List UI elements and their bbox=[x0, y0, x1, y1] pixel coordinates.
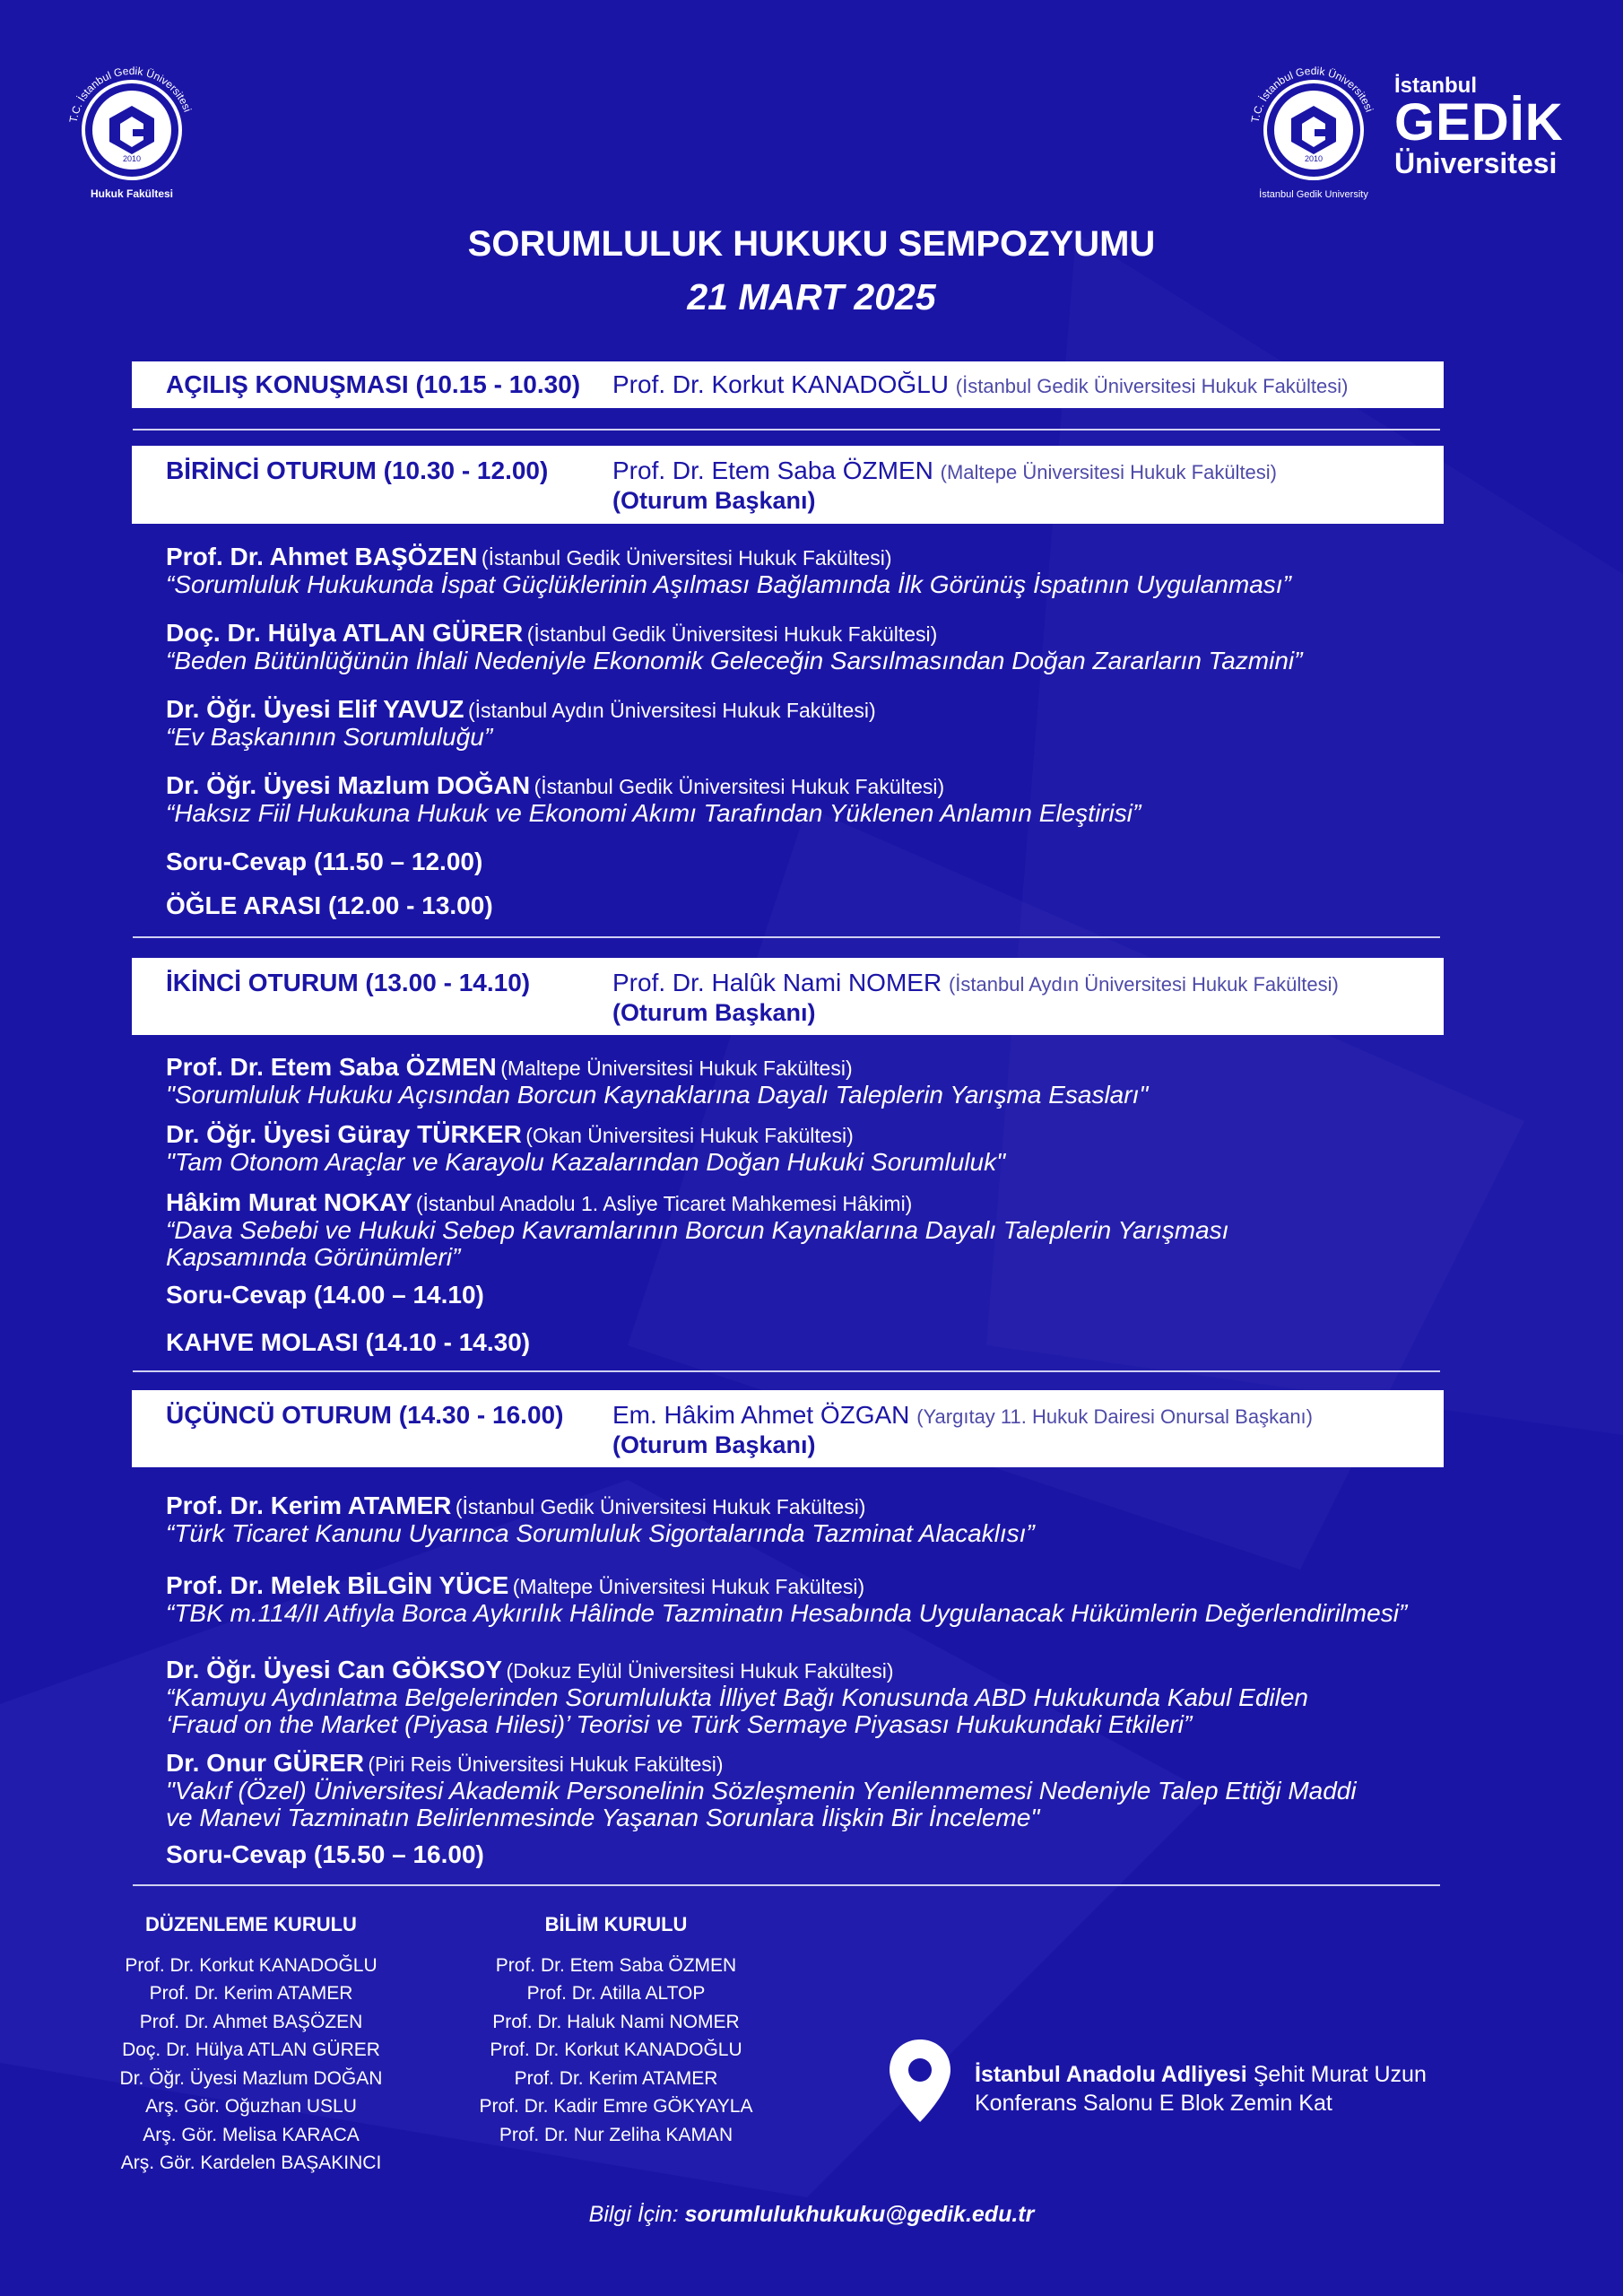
session2-chair bbox=[612, 969, 1339, 997]
logo-left-year: 2010 bbox=[122, 154, 142, 163]
talk-title: "Vakıf (Özel) Üniversitesi Akademik Personelinin Sözleşmenin Yenilenmemesi Nedeniyle Talep Ettiği Maddi bbox=[166, 1777, 1357, 1805]
session2-chair-affiliation: (İstanbul Aydın Üniversitesi Hukuk Fakültesi) bbox=[948, 973, 1339, 996]
session1-chair-name: Prof. Dr. Etem Saba ÖZMEN bbox=[612, 457, 933, 484]
lunch-break: ÖĞLE ARASI (12.00 - 13.00) bbox=[166, 891, 493, 919]
faculty-logo bbox=[56, 54, 208, 206]
event-title: SORUMLULUK HUKUKU SEMPOZYUMU bbox=[467, 224, 1156, 264]
divider bbox=[133, 1370, 1440, 1372]
talk-affiliation: (Maltepe Üniversitesi Hukuk Fakültesi) bbox=[500, 1057, 853, 1080]
talk-item bbox=[166, 695, 1565, 751]
event-date: 21 MART 2025 bbox=[687, 276, 936, 317]
talk-affiliation: (İstanbul Aydın Üniversitesi Hukuk Fakültesi) bbox=[467, 699, 876, 722]
brand-line3: Üniversitesi bbox=[1394, 147, 1558, 179]
opening-box bbox=[132, 361, 1444, 408]
svg-text:T.C. İstanbul Gedik Üniversite: T.C. İstanbul Gedik Üniversitesi bbox=[66, 64, 195, 124]
brand-wordmark bbox=[1394, 74, 1610, 180]
talk-title: “Beden Bütünlüğünün İhlali Nedeniyle Ekonomik Geleceğin Sarsılmasından Doğan Zararların Tazmini” bbox=[166, 647, 1303, 674]
session3-chair-name: Em. Hâkim Ahmet ÖZGAN bbox=[612, 1401, 910, 1429]
talk-title-continued: Kapsamında Görünümleri” bbox=[166, 1243, 461, 1271]
opening-speaker bbox=[612, 370, 1349, 399]
talk-speaker: Prof. Dr. Etem Saba ÖZMEN bbox=[166, 1053, 497, 1081]
talk-title: "Sorumluluk Hukuku Açısından Borcun Kaynaklarına Dayalı Taleplerin Yarışma Esasları" bbox=[166, 1081, 1149, 1109]
talk-affiliation: (Dokuz Eylül Üniversitesi Hukuk Fakültesi) bbox=[506, 1659, 894, 1683]
talk-speaker: Dr. Onur GÜRER bbox=[166, 1749, 364, 1777]
committee-member: Arş. Gör. Kardelen BAŞAKINCI bbox=[120, 2152, 382, 2173]
session1-label: BİRİNCİ OTURUM (10.30 - 12.00) bbox=[166, 457, 549, 484]
divider bbox=[133, 429, 1440, 430]
opening-label: AÇILIŞ KONUŞMASI (10.15 - 10.30) bbox=[166, 370, 581, 398]
talk-title: “Sorumluluk Hukukunda İspat Güçlüklerinin Aşılması Bağlamında İlk Görünüş İspatının Uygulanması” bbox=[166, 570, 1291, 598]
committee-member: Prof. Dr. Kadir Emre GÖKYAYLA bbox=[479, 2096, 753, 2117]
session1-chair-affiliation: (Maltepe Üniversitesi Hukuk Fakültesi) bbox=[940, 461, 1277, 483]
venue-address bbox=[975, 2060, 1427, 2118]
map-pin-icon bbox=[886, 2038, 954, 2124]
divider bbox=[133, 1884, 1440, 1886]
committee-member: Arş. Gör. Oğuzhan USLU bbox=[145, 2096, 357, 2117]
scientific-committee bbox=[464, 1910, 768, 2149]
svg-text:T.C. İstanbul Gedik Üniversite: T.C. İstanbul Gedik Üniversitesi bbox=[1248, 64, 1376, 124]
contact-email-link[interactable]: sorumlulukhukuku@gedik.edu.tr bbox=[684, 2202, 1035, 2227]
venue-name-rest: Şehit Murat Uzun bbox=[1253, 2062, 1427, 2087]
talk-item bbox=[166, 1749, 1565, 1831]
brand-line1: İstanbul bbox=[1394, 74, 1478, 98]
session1-box bbox=[132, 446, 1444, 524]
logo-right-caption: İstanbul Gedik University bbox=[1259, 189, 1368, 200]
talk-speaker: Prof. Dr. Melek BİLGİN YÜCE bbox=[166, 1571, 509, 1599]
session3-chair bbox=[612, 1401, 1313, 1430]
committee-member: Prof. Dr. Atilla ALTOP bbox=[526, 1983, 706, 2004]
talk-title: “Haksız Fiil Hukukuna Hukuk ve Ekonomi Akımı Tarafından Yüklenen Anlamın Eleştirisi” bbox=[166, 799, 1141, 827]
talk-affiliation: (Piri Reis Üniversitesi Hukuk Fakültesi) bbox=[368, 1752, 724, 1776]
committee-member: Prof. Dr. Haluk Nami NOMER bbox=[492, 2011, 740, 2032]
talk-item bbox=[166, 771, 1565, 827]
session1-qa: Soru-Cevap (11.50 – 12.00) bbox=[166, 848, 483, 875]
talk-speaker: Dr. Öğr. Üyesi Elif YAVUZ bbox=[166, 695, 464, 723]
contact-prefix: Bilgi İçin: bbox=[588, 2202, 679, 2227]
committee-member: Prof. Dr. Kerim ATAMER bbox=[514, 2067, 718, 2089]
organizing-committee bbox=[117, 1910, 386, 2178]
committee-member: Doç. Dr. Hülya ATLAN GÜRER bbox=[122, 2039, 380, 2060]
organizing-committee-heading: DÜZENLEME KURULU bbox=[145, 1913, 357, 1935]
committee-member: Prof. Dr. Etem Saba ÖZMEN bbox=[495, 1954, 737, 1976]
talk-title: “TBK m.114/II Atfıyla Borca Aykırılık Hâlinde Tazminatın Hesabında Uygulanacak Hükümlerin Değerlendirilmesi” bbox=[166, 1599, 1408, 1627]
committee-member: Dr. Öğr. Üyesi Mazlum DOĞAN bbox=[119, 2067, 383, 2089]
talk-affiliation: (Maltepe Üniversitesi Hukuk Fakültesi) bbox=[512, 1575, 865, 1598]
talk-affiliation: (İstanbul Gedik Üniversitesi Hukuk Fakültesi) bbox=[481, 546, 892, 570]
opening-speaker-affiliation: (İstanbul Gedik Üniversitesi Hukuk Fakültesi) bbox=[955, 375, 1349, 397]
session1-chair-role: (Oturum Başkanı) bbox=[612, 487, 816, 514]
scientific-committee-heading: BİLİM KURULU bbox=[544, 1913, 688, 1935]
committee-member: Arş. Gör. Melisa KARACA bbox=[143, 2124, 360, 2145]
session2-box bbox=[132, 958, 1444, 1035]
committee-member: Prof. Dr. Korkut KANADOĞLU bbox=[125, 1954, 378, 1976]
session2-qa: Soru-Cevap (14.00 – 14.10) bbox=[166, 1281, 484, 1309]
session1-chair bbox=[612, 457, 1277, 485]
session3-label: ÜÇÜNCÜ OTURUM (14.30 - 16.00) bbox=[166, 1401, 564, 1429]
session2-chair-role: (Oturum Başkanı) bbox=[612, 999, 816, 1026]
talk-speaker: Doç. Dr. Hülya ATLAN GÜRER bbox=[166, 619, 524, 647]
talk-item bbox=[166, 1053, 1565, 1109]
talk-affiliation: (İstanbul Gedik Üniversitesi Hukuk Fakültesi) bbox=[526, 622, 938, 646]
talk-title: "Tam Otonom Araçlar ve Karayolu Kazalarından Doğan Hukuki Sorumluluk" bbox=[166, 1148, 1006, 1176]
divider bbox=[133, 936, 1440, 938]
opening-speaker-name: Prof. Dr. Korkut KANADOĞLU bbox=[612, 370, 949, 398]
talk-speaker: Prof. Dr. Kerim ATAMER bbox=[166, 1492, 452, 1519]
talk-speaker: Prof. Dr. Ahmet BAŞÖZEN bbox=[166, 543, 478, 570]
talk-title: “Kamuyu Aydınlatma Belgelerinden Sorumlulukta İlliyet Bağı Konusunda ABD Hukukunda Kabul Edilen bbox=[166, 1683, 1308, 1711]
session3-chair-role: (Oturum Başkanı) bbox=[612, 1431, 816, 1458]
session2-label: İKİNCİ OTURUM (13.00 - 14.10) bbox=[166, 969, 531, 996]
talk-affiliation: (İstanbul Gedik Üniversitesi Hukuk Fakültesi) bbox=[534, 775, 945, 798]
session3-box bbox=[132, 1390, 1444, 1467]
session2-chair-name: Prof. Dr. Halûk Nami NOMER bbox=[612, 969, 942, 996]
talk-title: “Türk Ticaret Kanunu Uyarınca Sorumluluk Sigortalarında Tazminat Alacaklısı” bbox=[166, 1519, 1035, 1547]
contact-info bbox=[0, 2202, 1623, 2228]
talk-item bbox=[166, 1188, 1565, 1271]
logo-right-year: 2010 bbox=[1304, 154, 1324, 163]
talk-title-continued: ve Manevi Tazminatın Belirlenmesinde Yaşanan Sorunlara İlişkin Bir İnceleme" bbox=[166, 1804, 1040, 1831]
talk-item bbox=[166, 1571, 1565, 1627]
talk-speaker: Dr. Öğr. Üyesi Can GÖKSOY bbox=[166, 1656, 503, 1683]
talk-speaker: Dr. Öğr. Üyesi Mazlum DOĞAN bbox=[166, 771, 531, 799]
talk-item bbox=[166, 1120, 1565, 1176]
logo-left-caption: Hukuk Fakültesi bbox=[90, 187, 174, 200]
committee-member: Prof. Dr. Ahmet BAŞÖZEN bbox=[139, 2011, 363, 2032]
talk-item bbox=[166, 619, 1565, 674]
talk-speaker: Dr. Öğr. Üyesi Güray TÜRKER bbox=[166, 1120, 522, 1148]
committee-member: Prof. Dr. Korkut KANADOĞLU bbox=[490, 2039, 742, 2060]
committee-member: Prof. Dr. Kerim ATAMER bbox=[149, 1983, 353, 2004]
talk-title: “Dava Sebebi ve Hukuki Sebep Kavramlarının Borcun Kaynaklarına Dayalı Taleplerin Yarışması bbox=[166, 1216, 1229, 1244]
venue-name: İstanbul Anadolu Adliyesi bbox=[975, 2062, 1247, 2087]
brand-line2: GEDİK bbox=[1394, 93, 1564, 152]
talk-affiliation: (İstanbul Gedik Üniversitesi Hukuk Fakültesi) bbox=[455, 1495, 866, 1518]
talk-item bbox=[166, 1492, 1565, 1547]
talk-speaker: Hâkim Murat NOKAY bbox=[166, 1188, 412, 1216]
talk-affiliation: (İstanbul Anadolu 1. Asliye Ticaret Mahkemesi Hâkimi) bbox=[415, 1192, 913, 1215]
venue-hall: Konferans Salonu E Blok Zemin Kat bbox=[975, 2091, 1332, 2116]
session3-chair-affiliation: (Yargıtay 11. Hukuk Dairesi Onursal Başkanı) bbox=[916, 1405, 1313, 1428]
coffee-break: KAHVE MOLASI (14.10 - 14.30) bbox=[166, 1328, 531, 1356]
talk-affiliation: (Okan Üniversitesi Hukuk Fakültesi) bbox=[525, 1124, 854, 1147]
session3-qa: Soru-Cevap (15.50 – 16.00) bbox=[166, 1840, 484, 1868]
committee-member: Prof. Dr. Nur Zeliha KAMAN bbox=[499, 2124, 733, 2145]
talk-title-continued: ‘Fraud on the Market (Piyasa Hilesi)’ Teorisi ve Türk Sermaye Piyasası Hukukundaki Etkileri” bbox=[166, 1710, 1193, 1738]
talk-title: “Ev Başkanının Sorumluluğu” bbox=[166, 723, 493, 751]
talk-item bbox=[166, 1656, 1565, 1738]
talk-item bbox=[166, 543, 1565, 598]
university-logo bbox=[1237, 54, 1390, 206]
